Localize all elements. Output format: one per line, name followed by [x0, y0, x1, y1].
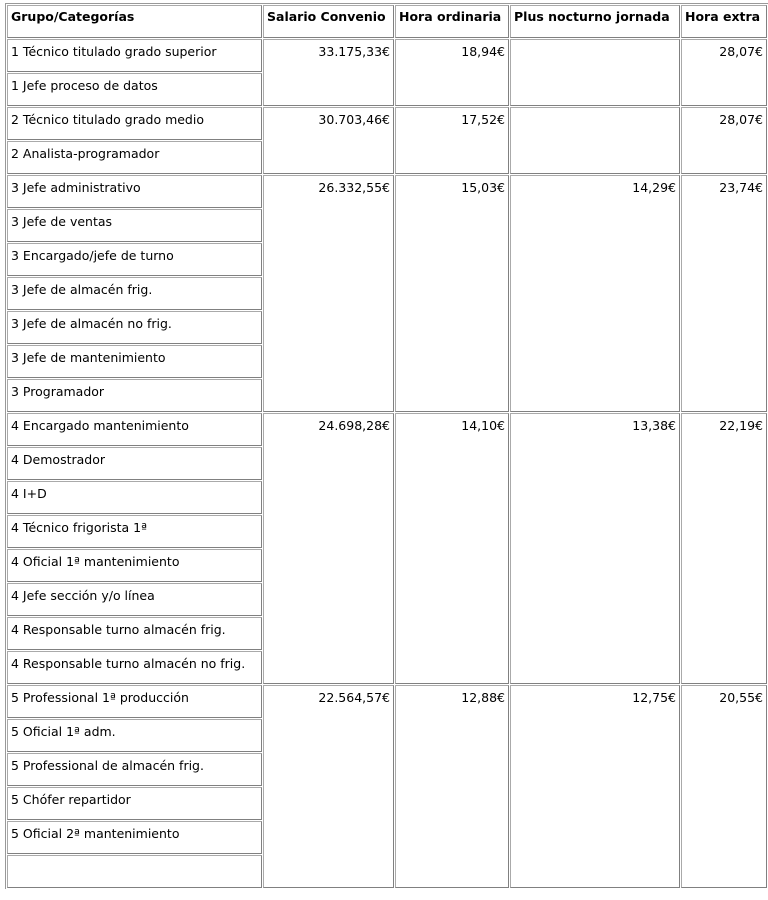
- table-row: [7, 175, 767, 208]
- category-cell: [7, 855, 262, 888]
- category-cell: 4 Jefe sección y/o línea: [7, 583, 262, 616]
- plus-nocturno-cell: 13,38€: [510, 413, 680, 684]
- table-row: [7, 107, 767, 140]
- category-cell: 4 Oficial 1ª mantenimiento: [7, 549, 262, 582]
- header-hora-ordinaria: Hora ordinaria: [395, 5, 509, 38]
- plus-nocturno-cell: 12,75€: [510, 685, 680, 888]
- salario-cell: 24.698,28€: [263, 413, 394, 684]
- hora-ordinaria-cell: 17,52€: [395, 107, 509, 174]
- header-salario-convenio: Salario Convenio: [263, 5, 394, 38]
- table-row: [7, 413, 767, 446]
- category-cell: 4 I+D: [7, 481, 262, 514]
- category-cell: 3 Jefe de almacén frig.: [7, 277, 262, 310]
- category-cell: 5 Professional 1ª producción: [7, 685, 262, 718]
- category-cell: 4 Encargado mantenimiento: [7, 413, 262, 446]
- category-cell: 3 Jefe de almacén no frig.: [7, 311, 262, 344]
- category-cell: 3 Encargado/jefe de turno: [7, 243, 262, 276]
- hora-extra-cell: 22,19€: [681, 413, 767, 684]
- plus-nocturno-cell: [510, 39, 680, 106]
- hora-ordinaria-cell: 14,10€: [395, 413, 509, 684]
- category-cell: 2 Técnico titulado grado medio: [7, 107, 262, 140]
- plus-nocturno-cell: 14,29€: [510, 175, 680, 412]
- category-cell: 4 Técnico frigorista 1ª: [7, 515, 262, 548]
- category-cell: 1 Jefe proceso de datos: [7, 73, 262, 106]
- category-cell: 5 Professional de almacén frig.: [7, 753, 262, 786]
- hora-extra-cell: 28,07€: [681, 39, 767, 106]
- salario-cell: 33.175,33€: [263, 39, 394, 106]
- category-cell: 3 Jefe administrativo: [7, 175, 262, 208]
- category-cell: 4 Responsable turno almacén no frig.: [7, 651, 262, 684]
- category-cell: 5 Chófer repartidor: [7, 787, 262, 820]
- hora-ordinaria-cell: 18,94€: [395, 39, 509, 106]
- category-cell: 2 Analista-programador: [7, 141, 262, 174]
- category-cell: 3 Programador: [7, 379, 262, 412]
- header-row: [7, 5, 767, 38]
- category-cell: 5 Oficial 1ª adm.: [7, 719, 262, 752]
- category-cell: 3 Jefe de ventas: [7, 209, 262, 242]
- hora-extra-cell: 23,74€: [681, 175, 767, 412]
- header-plus-nocturno: Plus nocturno jornada: [510, 5, 680, 38]
- table-row: [7, 39, 767, 72]
- hora-ordinaria-cell: 12,88€: [395, 685, 509, 888]
- header-grupo-categorias: Grupo/Categorías: [7, 5, 262, 38]
- plus-nocturno-cell: [510, 107, 680, 174]
- salario-cell: 26.332,55€: [263, 175, 394, 412]
- table-row: [7, 685, 767, 718]
- category-cell: 3 Jefe de mantenimiento: [7, 345, 262, 378]
- category-cell: 4 Demostrador: [7, 447, 262, 480]
- salario-cell: 22.564,57€: [263, 685, 394, 888]
- hora-extra-cell: 20,55€: [681, 685, 767, 888]
- category-cell: 1 Técnico titulado grado superior: [7, 39, 262, 72]
- header-hora-extra: Hora extra: [681, 5, 767, 38]
- category-cell: 5 Oficial 2ª mantenimiento: [7, 821, 262, 854]
- salario-cell: 30.703,46€: [263, 107, 394, 174]
- hora-ordinaria-cell: 15,03€: [395, 175, 509, 412]
- salary-table: [5, 3, 768, 889]
- category-cell: 4 Responsable turno almacén frig.: [7, 617, 262, 650]
- hora-extra-cell: 28,07€: [681, 107, 767, 174]
